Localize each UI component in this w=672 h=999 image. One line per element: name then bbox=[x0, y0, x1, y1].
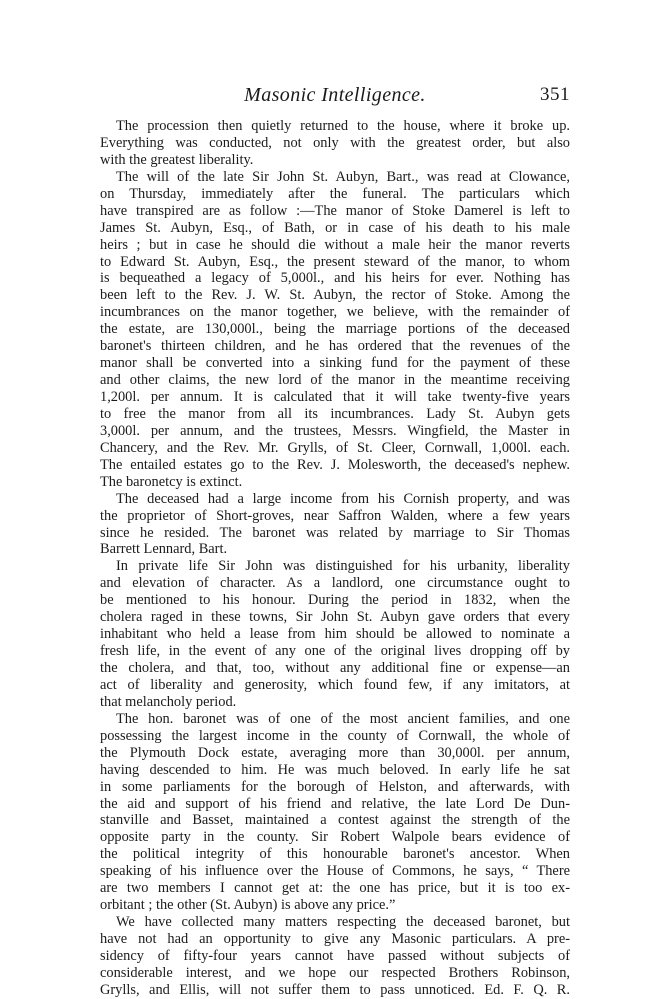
text-line: The will of the late Sir John St. Aubyn, Bart., was read at Clowance, bbox=[116, 168, 570, 185]
text-line: to free the manor from all its incumbrances. Lady St. Aubyn gets bbox=[100, 405, 570, 422]
text-line: have not had an opportunity to give any Masonic particulars. A pre- bbox=[100, 931, 570, 947]
text-line: 3,000l. per annum, and the trustees, Messrs. Wingfield, the Master in bbox=[100, 422, 570, 439]
text-line: In private life Sir John was distinguished for his urbanity, liberality bbox=[116, 558, 570, 575]
text-line: that melancholy period. bbox=[100, 693, 237, 710]
text-line: been left to the Rev. J. W. St. Aubyn, the rector of Stoke. Among the bbox=[100, 287, 570, 304]
text-line: The entailed estates go to the Rev. J. Molesworth, the deceased's nephew. bbox=[100, 456, 570, 473]
text-line: possessing the largest income in the county of Cornwall, the whole of bbox=[100, 727, 570, 744]
text-line: since he resided. The baronet was related by marriage to Sir Thomas bbox=[100, 524, 570, 541]
text-line: the proprietor of Short-groves, near Saffron Walden, where a few years bbox=[100, 507, 570, 524]
text-line: on Thursday, immediately after the funeral. The particulars which bbox=[100, 185, 570, 202]
text-line: The deceased had a large income from his Cornish property, and was bbox=[116, 490, 570, 507]
text-line: the estate, are 130,000l., being the marriage portions of the deceased bbox=[100, 321, 570, 338]
running-head bbox=[100, 84, 570, 108]
text-line: fresh life, in the event of any one of the original lives dropping off by bbox=[100, 643, 570, 660]
text-line: the aid and support of his friend and relative, the late Lord De Dun- bbox=[100, 795, 570, 812]
text-line: 1,200l. per annum. It is calculated that it will take twenty-five years bbox=[100, 389, 570, 405]
text-line: opposite party in the county. Sir Robert Walpole bears evidence of bbox=[100, 829, 570, 846]
text-line: Everything was conducted, not only with the greatest order, but also bbox=[100, 134, 570, 151]
text-line: having descended to him. He was much beloved. In early life he sat bbox=[100, 761, 570, 778]
running-title: Masonic Intelligence. bbox=[244, 84, 426, 106]
text-line: heirs ; but in case he should die without a male heir the manor reverts bbox=[100, 236, 570, 253]
text-line: with the greatest liberality. bbox=[100, 151, 254, 168]
text-line: be mentioned to his honour. During the period in 1832, when the bbox=[100, 592, 570, 609]
text-line: baronet's thirteen children, and he has ordered that the revenues of the bbox=[100, 338, 570, 355]
text-line: The procession then quietly returned to the house, where it broke up. bbox=[116, 118, 570, 134]
text-line: in some parliaments for the borough of Helston, and afterwards, with bbox=[100, 778, 570, 795]
text-line: is bequeathed a legacy of 5,000l., and his heirs for ever. Nothing has bbox=[100, 270, 570, 287]
text-line: are two members I cannot get at: the one has price, but it is too ex- bbox=[100, 880, 570, 897]
text-line: the political integrity of this honourable baronet's ancestor. When bbox=[100, 846, 570, 863]
text-line: The hon. baronet was of one of the most ancient families, and one bbox=[116, 710, 570, 727]
article-body bbox=[100, 118, 570, 999]
page-number: 351 bbox=[540, 84, 570, 105]
text-line: have transpired are as follow :—The manor of Stoke Damerel is left to bbox=[100, 202, 570, 219]
text-line: We have collected many matters respecting the deceased baronet, but bbox=[116, 914, 570, 931]
text-line: cholera raged in these towns, Sir John St. Aubyn gave orders that every bbox=[100, 609, 570, 626]
text-line: the Plymouth Dock estate, averaging more than 30,000l. per annum, bbox=[100, 744, 570, 761]
text-line: and elevation of character. As a landlord, one circumstance ought to bbox=[100, 575, 570, 592]
text-line: and other claims, the new lord of the manor in the meantime receiving bbox=[100, 372, 570, 389]
text-line: orbitant ; the other (St. Aubyn) is above any price.” bbox=[100, 897, 396, 914]
text-line: sidency of fifty-four years cannot have passed without subjects of bbox=[100, 947, 570, 964]
text-line: James St. Aubyn, Esq., of Bath, or in case of his death to his male bbox=[100, 219, 570, 236]
text-line: to Edward St. Aubyn, Esq., the present steward of the manor, to whom bbox=[100, 253, 570, 270]
text-line: stanville and Basset, maintained a contest against the strength of the bbox=[100, 812, 570, 829]
text-line: speaking of his influence over the House of Commons, he says, “ There bbox=[100, 863, 570, 880]
text-line: manor shall be converted into a sinking fund for the payment of these bbox=[100, 355, 570, 372]
text-line: Chancery, and the Rev. Mr. Grylls, of St. Cleer, Cornwall, 1,000l. each. bbox=[100, 439, 570, 456]
text-line: the cholera, and that, too, without any additional fine or expense—an bbox=[100, 660, 570, 676]
text-line: considerable interest, and we hope our respected Brothers Robinson, bbox=[100, 964, 570, 981]
text-line: act of liberality and generosity, which found few, if any imitators, at bbox=[100, 676, 570, 693]
text-line: Barrett Lennard, Bart. bbox=[100, 541, 228, 558]
text-line: incumbrances on the manor together, we believe, with the remainder of bbox=[100, 304, 570, 321]
text-line: Grylls, and Ellis, will not suffer them to pass unnoticed. Ed. F. Q. R. bbox=[100, 981, 570, 998]
text-line: inhabitant who held a lease from him should be allowed to nominate a bbox=[100, 626, 570, 643]
text-line: The baronetcy is extinct. bbox=[100, 473, 243, 490]
